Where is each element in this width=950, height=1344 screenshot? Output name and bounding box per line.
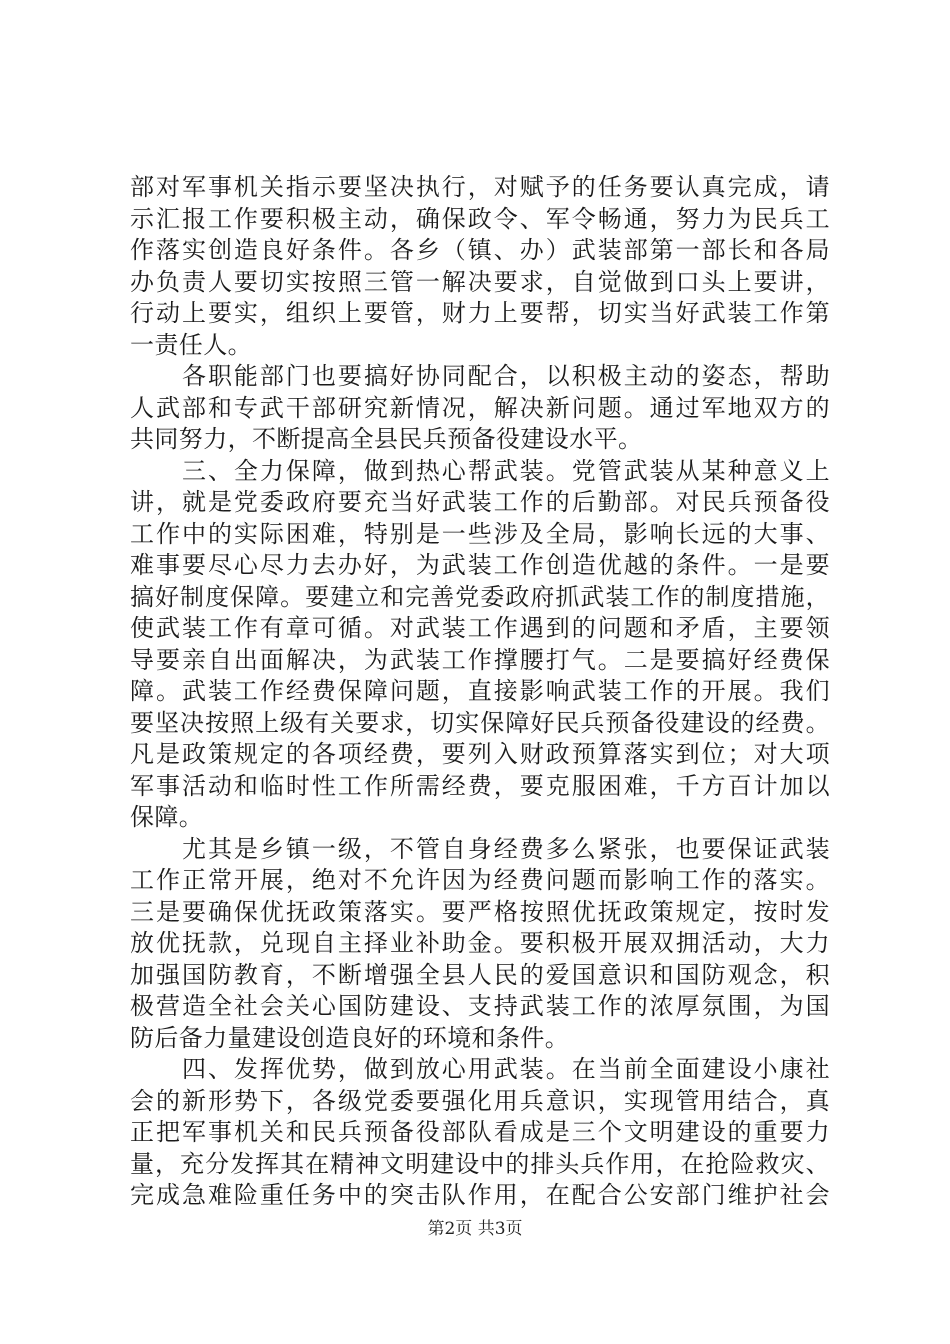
text-line: 办负责人要切实按照三管一解决要求，自觉做到口头上要讲， — [130, 267, 830, 296]
text-line: 作落实创造良好条件。各乡（镇、办）武装部第一部长和各局 — [130, 236, 830, 264]
text-line: 完成急难险重任务中的突击队作用，在配合公安部门维护社会 — [130, 1181, 830, 1209]
text-line: 极营造全社会关心国防建设、支持武装工作的浓厚氛围，为国 — [130, 992, 830, 1020]
text-line: 工作中的实际困难，特别是一些涉及全局，影响长远的大事、 — [130, 519, 830, 548]
text-line: 军事活动和临时性工作所需经费，要克服困难，千方百计加以 — [130, 771, 830, 800]
text-line: 四、发挥优势，做到放心用武装。在当前全面建设小康社 — [130, 1055, 830, 1083]
text-line: 尤其是乡镇一级，不管自身经费多么紧张，也要保证武装 — [130, 834, 830, 863]
text-line: 三、全力保障，做到热心帮武装。党管武装从某种意义上 — [130, 456, 830, 485]
text-line: 保障。 — [130, 803, 204, 831]
text-line: 工作正常开展，绝对不允许因为经费问题而影响工作的落实。 — [130, 866, 830, 894]
text-line: 行动上要实，组织上要管，财力上要帮，切实当好武装工作第 — [130, 299, 830, 327]
text-line: 防后备力量建设创造良好的环境和条件。 — [130, 1023, 570, 1052]
text-line: 量，充分发挥其在精神文明建设中的排头兵作用，在抢险救灾、 — [130, 1149, 830, 1178]
text-line: 共同努力，不断提高全县民兵预备役建设水平。 — [130, 425, 643, 453]
page-footer: 第2页 共3页 — [427, 1219, 523, 1239]
text-line: 要坚决按照上级有关要求，切实保障好民兵预备役建设的经费。 — [130, 708, 830, 737]
text-line: 障。武装工作经费保障问题，直接影响武装工作的开展。我们 — [130, 677, 830, 705]
text-line: 使武装工作有章可循。对武装工作遇到的问题和矛盾，主要领 — [130, 614, 830, 642]
text-line: 导要亲自出面解决，为武装工作撑腰打气。二是要搞好经费保 — [130, 645, 830, 674]
text-line: 三是要确保优抚政策落实。要严格按照优抚政策规定，按时发 — [130, 897, 830, 926]
text-line: 讲，就是党委政府要充当好武装工作的后勤部。对民兵预备役 — [130, 488, 830, 516]
body-text — [130, 172, 830, 1212]
text-line: 搞好制度保障。要建立和完善党委政府抓武装工作的制度措施， — [130, 582, 830, 611]
text-line: 加强国防教育，不断增强全县人民的爱国意识和国防观念，积 — [130, 960, 830, 989]
text-line: 人武部和专武干部研究新情况，解决新问题。通过军地双方的 — [130, 393, 830, 422]
text-line: 正把军事机关和民兵预备役部队看成是三个文明建设的重要力 — [130, 1118, 830, 1146]
text-line: 各职能部门也要搞好协同配合，以积极主动的姿态，帮助 — [130, 362, 830, 390]
text-line: 放优抚款，兑现自主择业补助金。要积极开展双拥活动，大力 — [130, 929, 830, 957]
text-line: 凡是政策规定的各项经费，要列入财政预算落实到位；对大项 — [130, 740, 830, 768]
text-line: 一责任人。 — [130, 330, 252, 359]
text-line: 部对军事机关指示要坚决执行，对赋予的任务要认真完成，请 — [130, 173, 830, 201]
text-line: 难事要尽心尽力去办好，为武装工作创造优越的条件。一是要 — [130, 551, 830, 579]
text-line: 会的新形势下，各级党委要强化用兵意识，实现管用结合，真 — [130, 1086, 830, 1115]
text-line: 示汇报工作要积极主动，确保政令、军令畅通，努力为民兵工 — [130, 204, 830, 233]
